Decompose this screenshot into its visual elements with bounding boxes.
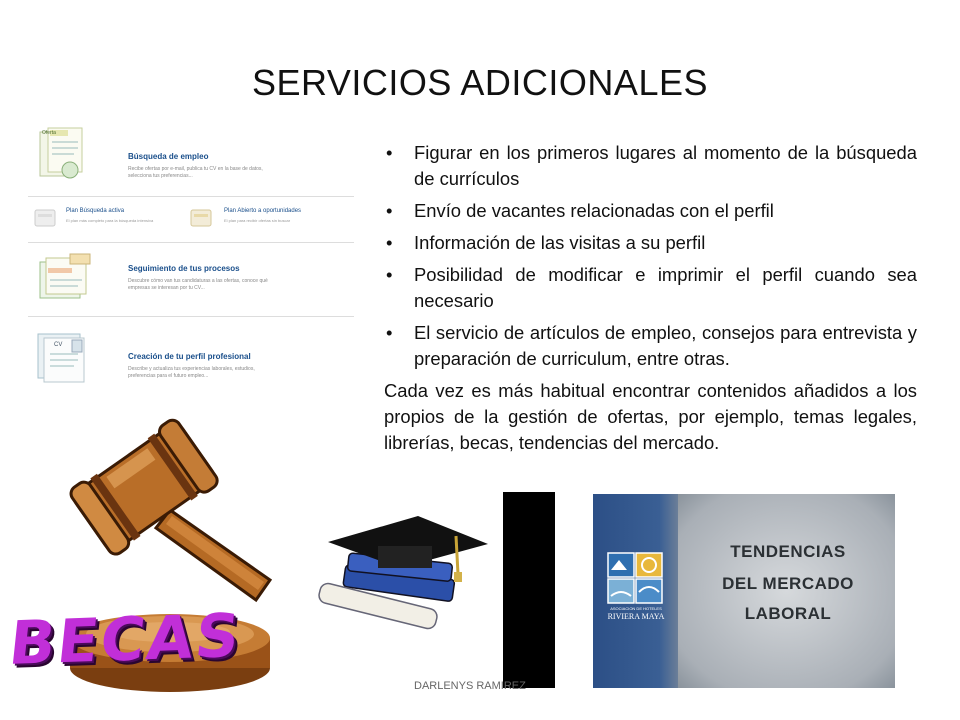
plan-heading[interactable]: Plan Búsqueda activa bbox=[66, 208, 125, 214]
tendencias-line: LABORAL bbox=[744, 604, 832, 623]
tendencias-line: TENDENCIAS bbox=[730, 542, 846, 561]
plan-desc: El plan para recibir ofertas sin buscar bbox=[224, 218, 291, 223]
bullet-item: • El servicio de artículos de empleo, consejos para entrevista y preparación de curriculum, entre otras. bbox=[386, 322, 917, 369]
bullet-item: • Información de las visitas a su perfil bbox=[384, 230, 917, 256]
tendencias-image bbox=[593, 494, 895, 688]
service-desc: Describe y actualiza tus experiencias laborales, estudios, bbox=[128, 366, 255, 372]
author-caption: DARLENYS RAMIREZ bbox=[414, 680, 526, 692]
bullet-glyph: • bbox=[386, 232, 393, 253]
bullet-item: • Figurar en los primeros lugares al momento de la búsqueda de currículos bbox=[386, 142, 917, 189]
service-desc: Descubre cómo van tus candidaturas a las ofertas, conoce qué bbox=[128, 278, 268, 284]
bullet-glyph: • bbox=[386, 322, 393, 343]
logo-caption: ASOCIACION DE HOTELES bbox=[610, 606, 662, 611]
tendencias-line: DEL MERCADO bbox=[722, 574, 854, 593]
documents-icon bbox=[34, 250, 94, 306]
service-desc: Recibe ofertas por e-mail, publica tu CV en la base de datos, bbox=[128, 166, 263, 172]
logo-brand: RIVIERA MAYA bbox=[607, 612, 665, 621]
service-heading[interactable]: Seguimiento de tus procesos bbox=[128, 264, 240, 273]
service-desc: preferencias para el futuro empleo... bbox=[128, 373, 209, 379]
cv-document-icon bbox=[34, 328, 94, 386]
graduation-cap-icon bbox=[308, 512, 508, 632]
divider bbox=[28, 316, 354, 317]
slide-title: SERVICIOS ADICIONALES bbox=[252, 62, 708, 103]
thumb-label: CV bbox=[54, 342, 63, 348]
services-screenshot bbox=[28, 120, 354, 390]
service-desc: empresas se interesan por tu CV... bbox=[128, 285, 205, 291]
becas-word: BECAS bbox=[5, 601, 245, 679]
service-heading[interactable]: Búsqueda de empleo bbox=[128, 152, 209, 161]
service-heading[interactable]: Creación de tu perfil profesional bbox=[128, 352, 251, 361]
body-paragraph: Cada vez es más habitual encontrar contenidos añadidos a los propios de la gestión de ofertas, por ejemplo, temas legales, librerías, becas, tendencias del mercado. bbox=[384, 380, 917, 453]
black-bar bbox=[503, 492, 555, 688]
plan-desc: El plan más completo para la búsqueda intensiva bbox=[66, 218, 154, 223]
bullet-glyph: • bbox=[386, 142, 393, 163]
service-desc: selecciona tus preferencias... bbox=[128, 173, 193, 179]
divider bbox=[28, 196, 354, 197]
bullet-item: • Envío de vacantes relacionadas con el perfil bbox=[384, 198, 917, 224]
bullet-glyph: • bbox=[386, 264, 393, 285]
thumb-label: Oferta bbox=[42, 130, 56, 136]
bullet-item: • Posibilidad de modificar e imprimir el perfil cuando sea necesario bbox=[386, 264, 917, 311]
plan-heading[interactable]: Plan Abierto a oportunidades bbox=[224, 208, 302, 214]
bullet-glyph: • bbox=[386, 200, 393, 221]
becas-image bbox=[298, 492, 555, 688]
plan-icon bbox=[34, 208, 56, 228]
slide-body bbox=[384, 140, 917, 456]
plan-icon bbox=[190, 208, 212, 228]
bullet-list bbox=[384, 140, 917, 372]
hotel-association-logo bbox=[607, 552, 663, 606]
divider bbox=[28, 242, 354, 243]
